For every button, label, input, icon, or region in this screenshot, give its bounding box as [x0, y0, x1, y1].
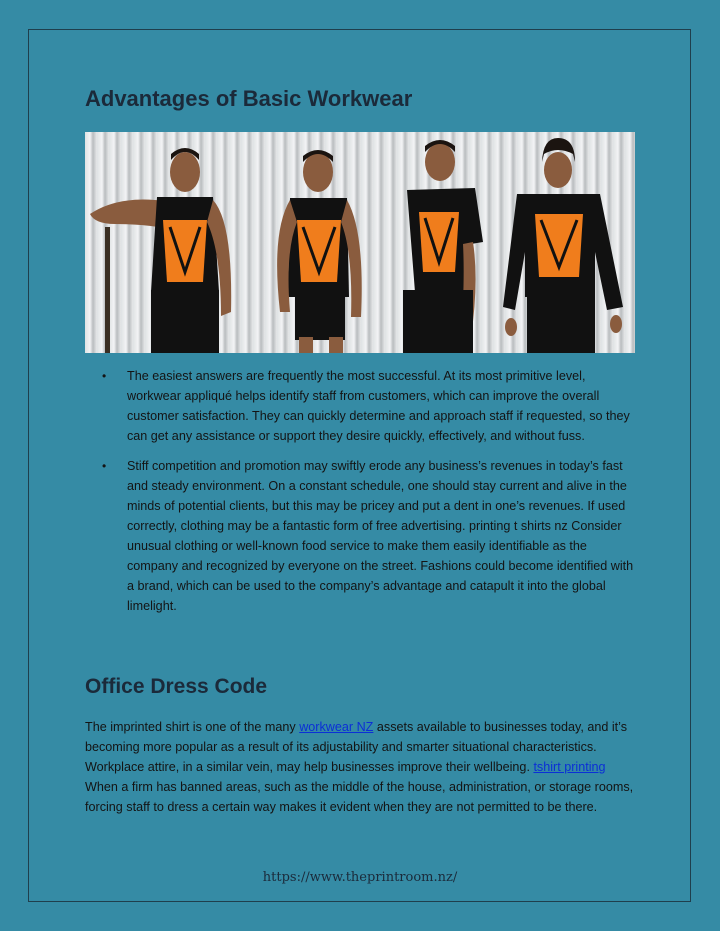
footer-url[interactable]: https://www.theprintroom.nz/: [262, 870, 458, 885]
bullet-text: Stiff competition and promotion may swiftly erode any business’s revenues in today’s fast and steady environment. On a constant schedule, one should stay current and alive in the minds of potential clients, but this may be pricey and put a dent in one’s revenues. If used correctly, clothing may be a fantastic form of free advertising. printing t shirts nz Consider unusual clothing or well-known food service to make them easily identifiable as the company and recognized by everyone on the street. Fashions could become identified with a brand, which can be used to the company’s advantage and catapult it into the global limelight.: [127, 459, 634, 613]
section-heading-dress-code: Office Dress Code: [85, 675, 268, 698]
paragraph-text: When a firm has banned areas, such as the middle of the house, administration, or storage rooms, forcing staff to dress a certain way makes it evident when they are not permitted to be there.: [85, 780, 634, 814]
bullet-symbol: •: [102, 369, 107, 383]
models-illustration: [85, 132, 635, 353]
list-item: [100, 456, 635, 616]
model-2: [277, 150, 362, 353]
bullet-text: The easiest answers are frequently the most successful. At its most primitive level, workwear appliqué helps identify staff from customers, which can improve the overall customer satisfaction. They can quickly determine and approach staff if requested, so they can get any assistance or support they desire quickly, effectively, and without fuss.: [127, 369, 630, 443]
model-1: [90, 148, 231, 353]
paragraph-text: The imprinted shirt is one of the many: [85, 720, 300, 734]
workwear-nz-link[interactable]: workwear NZ: [299, 720, 374, 734]
workwear-models-photo: [85, 132, 635, 353]
list-item: [100, 366, 635, 446]
section-heading-advantages: Advantages of Basic Workwear: [85, 86, 413, 111]
advantages-list: [100, 366, 635, 626]
dress-code-paragraph: [85, 717, 640, 817]
model-4: [503, 138, 623, 353]
bullet-symbol: •: [102, 459, 107, 473]
tshirt-printing-link[interactable]: tshirt printing: [533, 760, 606, 774]
paragraph-text: assets available to businesses today, and it’s becoming more popular as a result of its adjustability and smarter situational characteristics. Workplace attire, in a similar vein, may help businesses improve their wellbeing.: [85, 720, 628, 774]
model-3: [403, 140, 483, 353]
